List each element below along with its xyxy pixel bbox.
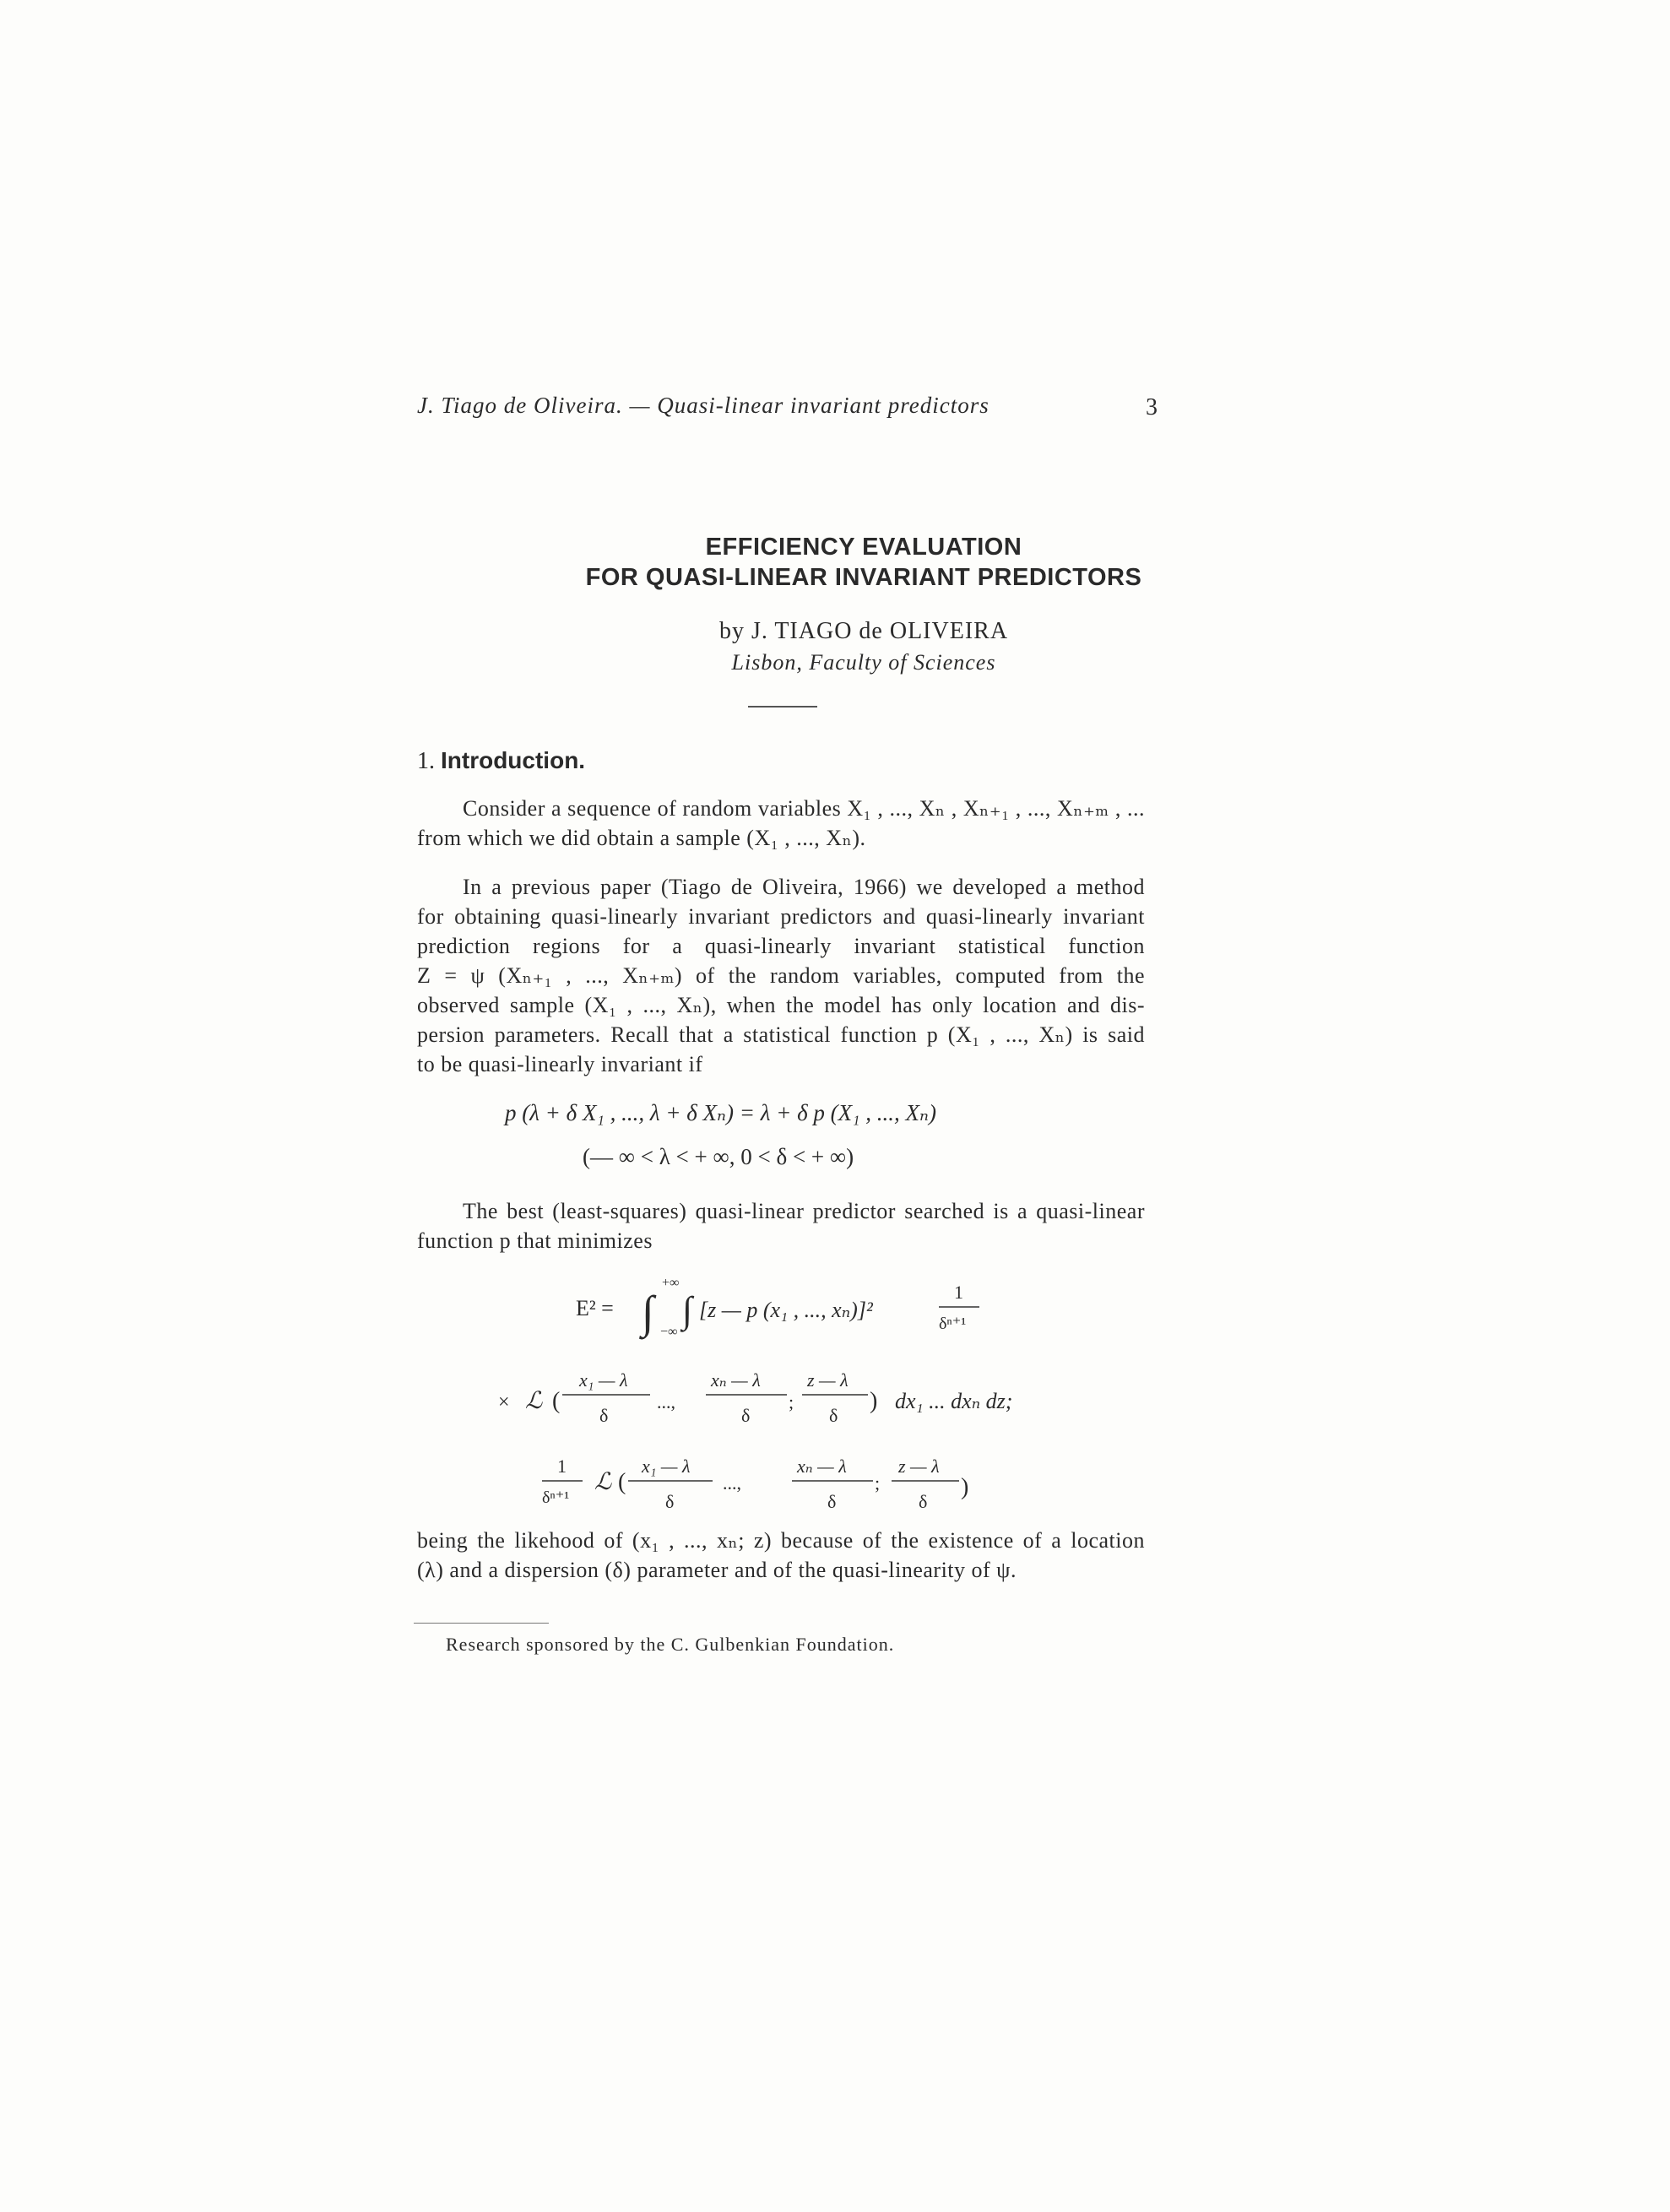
open-paren: ( <box>552 1388 561 1414</box>
running-head: J. Tiago de Oliveira. — Quasi-linear invariant predictors <box>417 393 990 418</box>
likelihood-symbol: ℒ <box>525 1388 543 1414</box>
paragraph-1 <box>417 794 1145 853</box>
text-line: In a previous paper (Tiago de Oliveira, 1966) we developed a method <box>463 875 1145 899</box>
text-line: persion parameters. Recall that a statistical function p (X₁ , ..., Xₙ) is said <box>417 1022 1145 1047</box>
text-line: for obtaining quasi-linearly invariant predictors and quasi-linearly invariant <box>417 904 1145 929</box>
semicolon: ; <box>875 1472 881 1494</box>
text-line: function p that minimizes <box>417 1228 653 1253</box>
text-line: from which we did obtain a sample (X₁ , ..., Xₙ). <box>417 826 866 850</box>
close-paren: ) <box>961 1474 969 1500</box>
paragraph-2 <box>417 872 1145 1079</box>
integral-formula <box>473 1266 1114 1520</box>
fraction-numerator: 1 <box>557 1456 567 1477</box>
delta-denominator: δ <box>599 1405 609 1426</box>
paper-title-line2: FOR QUASI-LINEAR INVARIANT PREDICTORS <box>585 564 1142 591</box>
e-squared-lhs: E² = <box>576 1296 614 1320</box>
text-line: being the likehood of (x₁ , ..., xₙ; z) because of the existence of a location <box>417 1528 1145 1553</box>
delta-denominator: δ <box>827 1491 837 1512</box>
paragraph-3 <box>417 1196 1145 1255</box>
author-byline: by J. TIAGO de OLIVEIRA <box>718 618 1009 644</box>
x1-lambda-numerator: x₁ — λ <box>579 1369 628 1391</box>
integrand: [z — p (x₁ , ..., xₙ)]² <box>699 1298 873 1322</box>
paragraph-4 <box>417 1526 1145 1585</box>
semicolon: ; <box>789 1391 794 1412</box>
integral-sign: ∫ <box>642 1287 654 1337</box>
page-number: 3 <box>1146 394 1158 420</box>
delta-denominator: δ <box>741 1405 751 1426</box>
open-paren: ( <box>618 1469 626 1495</box>
footnote: Research sponsored by the C. Gulbenkian Foundation. <box>446 1634 895 1655</box>
text-line: (λ) and a dispersion (δ) parameter and of the quasi-linearity of ψ. <box>417 1558 1017 1582</box>
text-line: prediction regions for a quasi-linearly invariant statistical function <box>417 934 1145 958</box>
section-heading <box>417 747 585 775</box>
invariance-equation: p (λ + δ X₁ , ..., λ + δ Xₙ) = λ + δ p (X₁ , ..., Xₙ) <box>505 1100 936 1125</box>
fraction-numerator: 1 <box>954 1282 963 1303</box>
fraction-denominator: δⁿ⁺¹ <box>542 1488 570 1507</box>
section-title: Introduction. <box>441 747 586 773</box>
text-line: Z = ψ (Xₙ₊₁ , ..., Xₙ₊ₘ) of the random variables, computed from the <box>417 963 1145 988</box>
title-separator-rule <box>748 706 817 708</box>
z-lambda-numerator: z — λ <box>898 1456 940 1477</box>
z-lambda-numerator: z — λ <box>807 1369 849 1391</box>
times-sign: × <box>498 1391 510 1413</box>
close-paren: ) <box>870 1388 878 1414</box>
ellipsis: ..., <box>657 1391 675 1412</box>
text-line: to be quasi-linearly invariant if <box>417 1052 703 1076</box>
section-number: 1. <box>417 748 435 774</box>
differentials: dx₁ ... dxₙ dz; <box>895 1389 1013 1413</box>
author-affiliation: Lisbon, Faculty of Sciences <box>731 650 996 675</box>
paper-title-line1: EFFICIENCY EVALUATION <box>705 534 1022 561</box>
ellipsis: ..., <box>723 1472 741 1494</box>
text-line: The best (least-squares) quasi-linear predictor searched is a quasi-linear <box>463 1199 1145 1223</box>
likelihood-symbol: ℒ <box>594 1469 612 1495</box>
text-line: Consider a sequence of random variables X₁ , ..., Xₙ , Xₙ₊₁ , ..., Xₙ₊ₘ , ... <box>463 796 1145 821</box>
integral-sign-small: ∫ <box>682 1289 693 1331</box>
delta-denominator: δ <box>665 1491 675 1512</box>
parameter-range-equation: (— ∞ < λ < + ∞, 0 < δ < + ∞) <box>583 1144 854 1169</box>
fraction-denominator: δⁿ⁺¹ <box>939 1315 967 1333</box>
x1-lambda-numerator: x₁ — λ <box>642 1456 691 1477</box>
integral-upper-limit: +∞ <box>662 1276 680 1290</box>
delta-denominator: δ <box>919 1491 928 1512</box>
xn-lambda-numerator: xₙ — λ <box>711 1369 761 1391</box>
text-line: observed sample (X₁ , ..., Xₙ), when the model has only location and dis- <box>417 993 1145 1017</box>
xn-lambda-numerator: xₙ — λ <box>797 1456 847 1477</box>
footnote-rule <box>414 1623 549 1624</box>
integral-lower-limit: −∞ <box>660 1325 678 1339</box>
delta-denominator: δ <box>829 1405 838 1426</box>
